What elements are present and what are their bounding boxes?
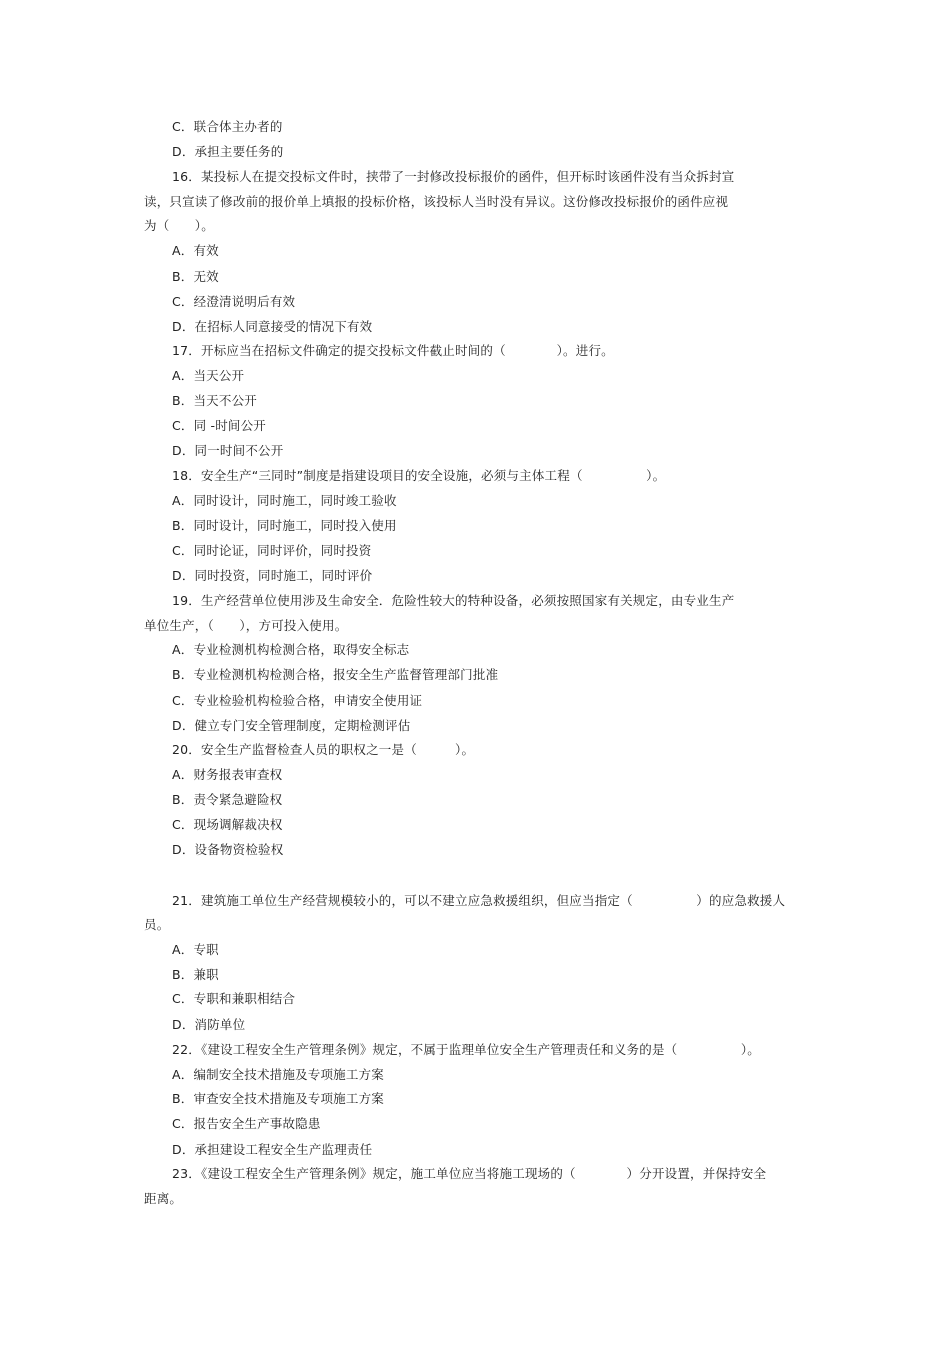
question-21-line-1: 21．建筑施工单位生产经营规模较小的，可以不建立应急救援组织，但应当指定（ ）的应急救援人: [172, 893, 786, 908]
option-19a: A．专业检测机构检测合格，取得安全标志: [172, 642, 410, 657]
question-20: 20．安全生产监督检查人员的职权之一是（ ）。: [172, 742, 475, 757]
option-20d: D．设备物资检验权: [172, 842, 284, 857]
option-21c: C．专职和兼职相结合: [172, 991, 296, 1006]
option-21b: B．兼职: [172, 967, 219, 982]
option-20a: A．财务报表审查权: [172, 767, 283, 782]
option-17b: B．当天不公开: [172, 393, 257, 408]
option-18a: A．同时设计，同时施工，同时竣工验收: [172, 493, 397, 508]
question-19-line-1: 19．生产经营单位使用涉及生命安全．危险性较大的特种设备，必须按照国家有关规定，由专业生产: [172, 593, 735, 608]
option-15c: C．联合体主办者的: [172, 119, 283, 134]
option-19d: D．健立专门安全管理制度，定期检测评估: [172, 718, 411, 733]
question-22: 22．《建设工程安全生产管理条例》规定，不属于监理单位安全生产管理责任和义务的是（ ）。: [172, 1042, 761, 1057]
option-22b: B．审查安全技术措施及专项施工方案: [172, 1091, 384, 1106]
question-21-line-2: 员。: [144, 917, 170, 932]
option-22a: A．编制安全技术措施及专项施工方案: [172, 1067, 384, 1082]
option-18d: D．同时投资，同时施工，同时评价: [172, 568, 373, 583]
question-16-line-1: 16．某投标人在提交投标文件时，挟带了一封修改投标报价的函件，但开标时该函件没有当众拆封宣: [172, 169, 735, 184]
option-21a: A．专职: [172, 942, 219, 957]
option-18c: C．同时论证，同时评价，同时投资: [172, 543, 372, 558]
option-17c: C．同 -时间公开: [172, 418, 267, 433]
option-20b: B．责令紧急避险权: [172, 792, 283, 807]
question-17: 17．开标应当在招标文件确定的提交投标文件截止时间的（ ）。进行。: [172, 343, 614, 358]
question-16-line-3: 为（ ）。: [144, 218, 214, 233]
option-16a: A．有效: [172, 243, 219, 258]
option-22d: D．承担建设工程安全生产监理责任: [172, 1142, 373, 1157]
option-16b: B．无效: [172, 269, 219, 284]
option-17a: A．当天公开: [172, 368, 245, 383]
question-23-line-2: 距离。: [144, 1191, 183, 1206]
option-22c: C．报告安全生产事故隐患: [172, 1116, 321, 1131]
option-16c: C．经澄清说明后有效: [172, 294, 296, 309]
option-15d: D．承担主要任务的: [172, 144, 284, 159]
option-18b: B．同时设计，同时施工，同时投入使用: [172, 518, 397, 533]
question-18: 18．安全生产“三同时”制度是指建设项目的安全设施，必须与主体工程（ ）。: [172, 468, 666, 483]
option-16d: D．在招标人同意接受的情况下有效: [172, 319, 373, 334]
question-23-line-1: 23．《建设工程安全生产管理条例》规定，施工单位应当将施工现场的（ ）分开设置，并保持安全: [172, 1166, 767, 1181]
option-20c: C．现场调解裁决权: [172, 817, 283, 832]
option-19c: C．专业检验机构检验合格，申请安全使用证: [172, 693, 423, 708]
question-19-line-2: 单位生产，（ ），方可投入使用。: [144, 618, 348, 633]
option-17d: D．同一时间不公开: [172, 443, 284, 458]
option-19b: B．专业检测机构检测合格，报安全生产监督管理部门批准: [172, 667, 499, 682]
question-16-line-2: 读，只宣读了修改前的报价单上填报的投标价格，该投标人当时没有异议。这份修改投标报价的函件应视: [144, 194, 729, 209]
option-21d: D．消防单位: [172, 1017, 246, 1032]
